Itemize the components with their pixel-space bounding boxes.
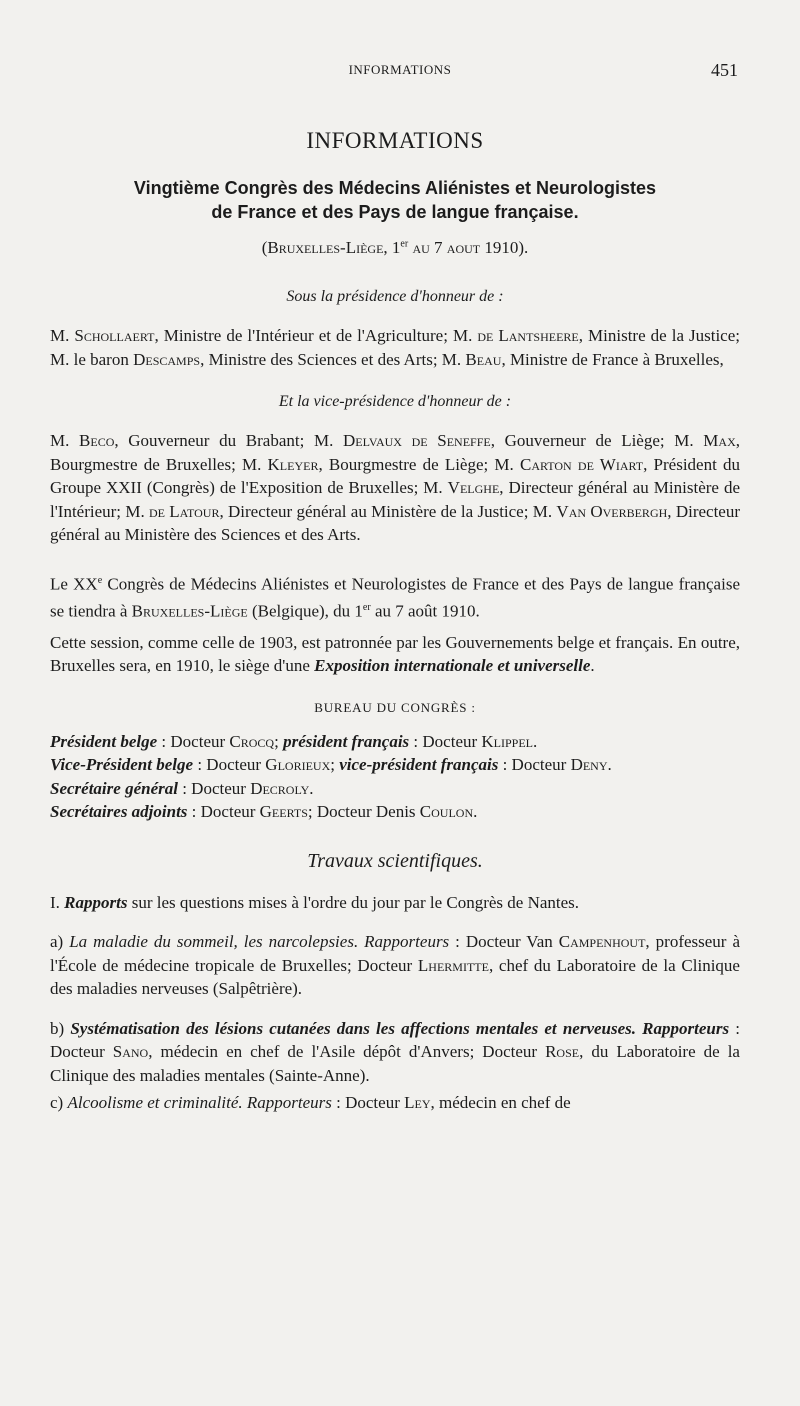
- dates-day-sup: er: [400, 238, 409, 250]
- text-run: Beco: [79, 431, 115, 450]
- text-run: Klippel: [481, 731, 534, 751]
- text-run: Crocq: [229, 731, 275, 751]
- text-run: Systématisation des lésions cutanées dans les affections mentales et nerveuses. Rapporteurs: [70, 1018, 730, 1038]
- text-run: .: [309, 778, 314, 798]
- bureau-line: [50, 730, 740, 754]
- running-title: INFORMATIONS: [348, 62, 452, 77]
- text-run: , Directeur général au Ministère des Sciences et des Arts.: [50, 501, 741, 544]
- text-run: , Gouverneur du Brabant; M.: [114, 431, 343, 450]
- rapports-paragraph: [50, 891, 740, 915]
- text-run: : Docteur: [177, 778, 251, 798]
- text-run: Vice-Président belge: [50, 755, 194, 775]
- text-run: , Ministre de l'Intérieur et de l'Agriculture; M.: [154, 326, 478, 345]
- text-run: Descamps: [133, 349, 201, 369]
- text-run: : Docteur: [157, 731, 230, 751]
- bureau-line: [50, 753, 740, 777]
- item-c-paragraph: [50, 1091, 740, 1115]
- text-run: : Docteur: [193, 755, 266, 775]
- text-run: Secrétaires adjoints: [50, 802, 188, 822]
- text-run: , Ministre de la Justice; M. le baron: [50, 326, 740, 369]
- text-run: Deny: [570, 755, 608, 775]
- text-run: au 7 août 1910.: [370, 601, 480, 621]
- article-body: [50, 120, 740, 1137]
- dates-day-num: 1: [391, 238, 401, 257]
- presidence-heading: Sous la présidence d'honneur de :: [286, 288, 504, 305]
- text-run: .: [590, 656, 595, 676]
- text-run: Glorieux: [265, 755, 331, 775]
- text-run: : Docteur: [498, 755, 571, 775]
- congress-paragraph: [50, 569, 740, 623]
- text-run: Cette session, comme celle de 1903, est patronnée par les Gouvernements belge et français. En outre, Bruxelles sera, en 1910, le siège d'une: [50, 632, 740, 676]
- text-run: Congrès de Médecins Aliénistes et Neurologistes de France et des Pays de langue française se tiendra à: [50, 574, 740, 621]
- text-run: , Directeur général au Ministère de l'Intérieur; M.: [50, 478, 740, 521]
- text-run: , Ministre des Sciences et des Arts; M.: [200, 349, 466, 369]
- text-run: .: [533, 731, 538, 751]
- text-run: , Bourgmestre de Liège; M.: [318, 454, 520, 474]
- text-run: ; Docteur Denis: [307, 802, 420, 822]
- text-run: , Gouverneur de Liège; M.: [490, 431, 704, 450]
- text-run: Decroly: [250, 778, 310, 798]
- text-run: Rose: [545, 1042, 580, 1062]
- congress-title-line-1: Vingtième Congrès des Médecins Aliénistes et Neurologistes: [133, 178, 657, 198]
- text-run: ;: [274, 731, 284, 751]
- text-run: c): [50, 1093, 68, 1113]
- text-run: de Lantsheere: [477, 326, 579, 345]
- session-paragraph: [50, 631, 740, 678]
- text-run: Lhermitte: [417, 955, 489, 975]
- article-title: INFORMATIONS: [306, 128, 484, 153]
- page-number: 451: [711, 60, 738, 80]
- text-run: président français: [283, 731, 410, 751]
- congress-title-line-2: de France et des Pays de langue française.: [211, 202, 579, 222]
- text-run: .: [607, 755, 612, 775]
- text-run: Velghe: [447, 478, 500, 497]
- text-run: Kleyer: [267, 454, 319, 474]
- presidence-paragraph: [50, 324, 740, 371]
- text-run: : Docteur: [331, 1093, 405, 1113]
- text-run: ;: [330, 755, 340, 775]
- text-run: Rapports: [64, 892, 128, 912]
- text-run: , professeur à l'École de médecine tropicale de Bruxelles; Docteur: [50, 932, 740, 975]
- congress-title: [50, 176, 740, 224]
- bureau-list: [50, 730, 740, 824]
- dates-open: (: [261, 238, 268, 257]
- text-run: Alcoolisme et criminalité. Rapporteurs: [67, 1093, 332, 1113]
- text-run: e: [97, 574, 103, 586]
- text-run: M.: [50, 431, 80, 450]
- text-run: , Directeur général au Ministère de la Justice; M.: [219, 501, 557, 521]
- text-run: , Bourgmestre de Bruxelles; M.: [50, 431, 740, 474]
- text-run: M.: [50, 326, 75, 345]
- text-run: (Belgique), du 1: [247, 601, 363, 621]
- text-run: Exposition internationale et universelle: [314, 656, 591, 676]
- dates-rest: au 7 aout 1910: [408, 238, 519, 257]
- text-run: , chef du Laboratoire de la Clinique des maladies nerveuses (Salpêtrière).: [50, 955, 740, 999]
- text-run: : Docteur: [50, 1018, 740, 1062]
- item-a-paragraph: [50, 930, 740, 1001]
- text-run: Max: [703, 431, 736, 450]
- congress-dates: [50, 238, 740, 258]
- text-run: Ley: [404, 1093, 431, 1113]
- text-run: , du Laboratoire de la Clinique des maladies mentales (Sainte-Anne).: [50, 1042, 740, 1085]
- text-run: : Docteur: [409, 731, 482, 751]
- text-run: sur les questions mises à l'ordre du jour par le Congrès de Nantes.: [127, 892, 580, 912]
- text-run: vice-président français: [339, 755, 499, 775]
- text-run: er: [362, 601, 371, 613]
- text-run: Carton de Wiart: [519, 454, 644, 474]
- text-run: .: [473, 802, 478, 822]
- text-run: Le XX: [50, 574, 98, 594]
- vice-presidence-heading: Et la vice-présidence d'honneur de :: [278, 393, 512, 410]
- text-run: Coulon: [419, 802, 474, 822]
- text-run: Schollaert: [74, 326, 155, 345]
- vice-presidence-paragraph: [50, 429, 740, 547]
- dates-sep: ,: [383, 238, 392, 257]
- text-run: , Président du Groupe XXII (Congrès) de l'Exposition de Bruxelles; M.: [50, 454, 740, 497]
- text-run: b): [50, 1018, 71, 1038]
- running-head: [0, 62, 800, 82]
- text-run: Secrétaire général: [50, 778, 178, 798]
- text-run: a): [50, 932, 70, 952]
- text-run: Bruxelles-Liège: [131, 601, 248, 621]
- text-run: , Ministre de France à Bruxelles,: [501, 349, 724, 369]
- text-run: Président belge: [50, 731, 158, 751]
- travaux-heading: Travaux scientifiques.: [307, 849, 483, 872]
- dates-close: ).: [518, 238, 529, 257]
- text-run: Sano: [112, 1042, 149, 1062]
- bureau-heading: BUREAU DU CONGRÈS :: [314, 699, 476, 715]
- bureau-line: [50, 800, 740, 824]
- text-run: La maladie du sommeil, les narcolepsies. Rapporteurs: [69, 932, 450, 952]
- text-run: : Docteur Van: [449, 932, 559, 952]
- bureau-line: [50, 777, 740, 801]
- text-run: Delvaux de Seneffe: [343, 431, 491, 450]
- text-run: Campenhout: [558, 932, 646, 952]
- text-run: Beau: [465, 349, 502, 369]
- item-b-paragraph: [50, 1017, 740, 1088]
- text-run: Van Overbergh: [556, 501, 668, 521]
- text-run: de Latour: [148, 501, 220, 521]
- dates-place: Bruxelles-Liège: [267, 238, 384, 257]
- text-run: : Docteur: [187, 802, 260, 822]
- text-run: , médecin en chef de: [430, 1093, 571, 1113]
- text-run: , médecin en chef de l'Asile dépôt d'Anvers; Docteur: [148, 1042, 546, 1062]
- text-run: Geerts: [259, 802, 308, 822]
- text-run: I.: [50, 892, 65, 912]
